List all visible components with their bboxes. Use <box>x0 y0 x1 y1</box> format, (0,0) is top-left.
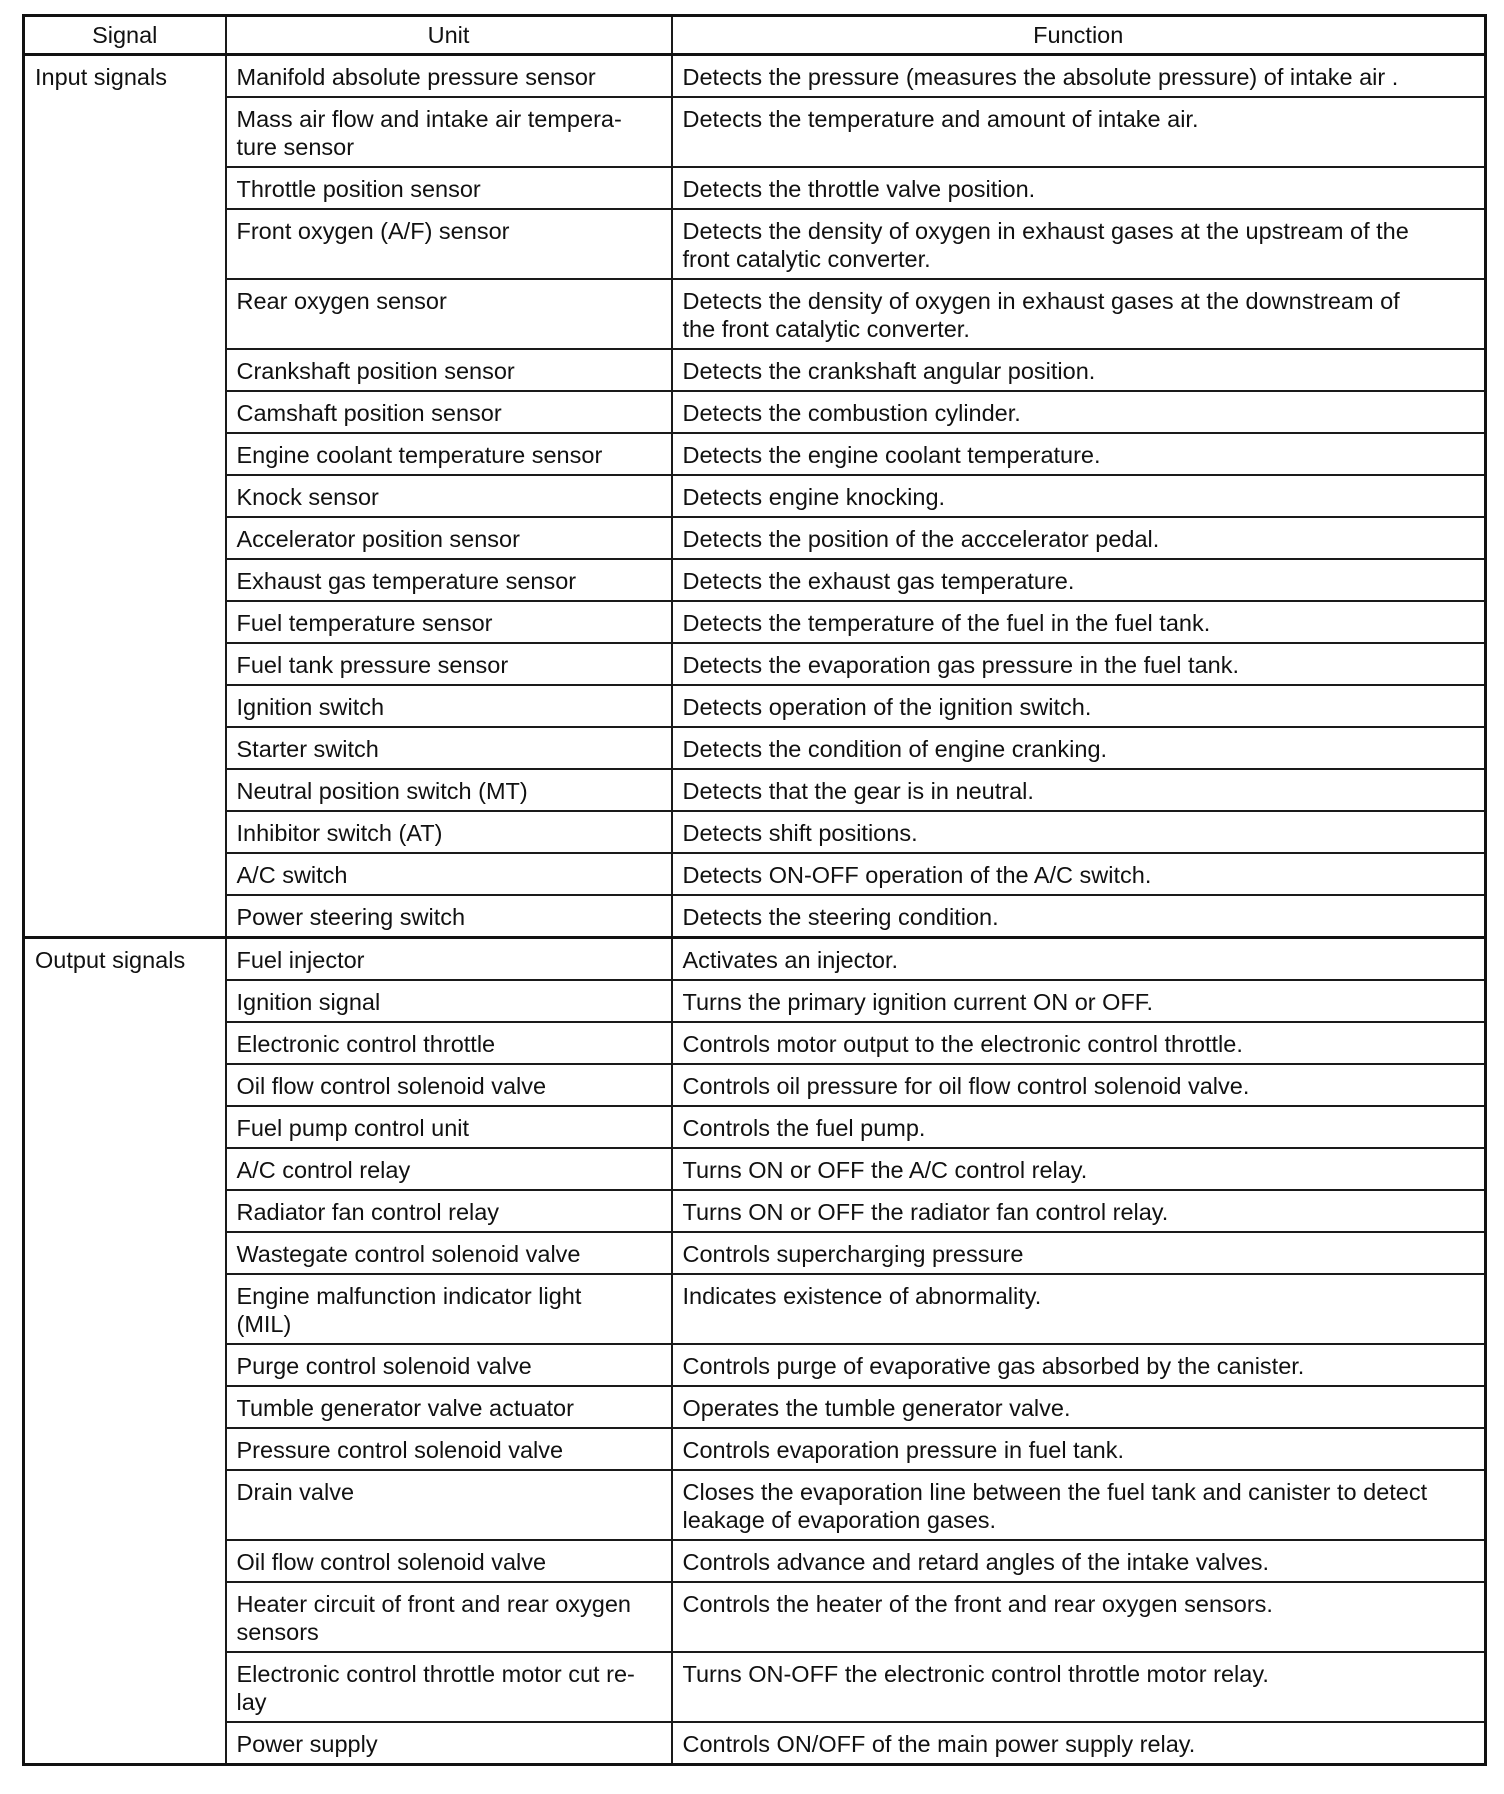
table-row <box>24 895 1486 938</box>
unit-cell: Neutral position switch (MT) <box>226 769 672 811</box>
table-row <box>24 559 1486 601</box>
table-row <box>24 980 1486 1022</box>
function-cell: Controls purge of evaporative gas absorbed by the canister. <box>672 1344 1486 1386</box>
unit-cell: Fuel temperature sensor <box>226 601 672 643</box>
table-row <box>24 1274 1486 1344</box>
function-cell: Controls advance and retard angles of the intake valves. <box>672 1540 1486 1582</box>
function-cell: Turns ON-OFF the electronic control throttle motor relay. <box>672 1652 1486 1722</box>
unit-cell: Knock sensor <box>226 475 672 517</box>
function-cell: Detects the position of the acccelerator pedal. <box>672 517 1486 559</box>
function-cell: Controls ON/OFF of the main power supply relay. <box>672 1722 1486 1765</box>
signal-group-label: Output signals <box>24 938 226 1765</box>
table-body <box>24 55 1486 1765</box>
function-cell: Indicates existence of abnormality. <box>672 1274 1486 1344</box>
function-cell: Detects that the gear is in neutral. <box>672 769 1486 811</box>
function-cell: Turns ON or OFF the radiator fan control relay. <box>672 1190 1486 1232</box>
function-cell: Detects the pressure (measures the absolute pressure) of intake air . <box>672 55 1486 98</box>
unit-cell: Fuel tank pressure sensor <box>226 643 672 685</box>
table-row <box>24 167 1486 209</box>
table-row <box>24 1022 1486 1064</box>
table-row <box>24 1386 1486 1428</box>
function-cell: Detects the density of oxygen in exhaust gases at the downstream of the front catalytic converter. <box>672 279 1486 349</box>
function-cell: Detects engine knocking. <box>672 475 1486 517</box>
function-cell: Controls supercharging pressure <box>672 1232 1486 1274</box>
function-cell: Detects the evaporation gas pressure in the fuel tank. <box>672 643 1486 685</box>
function-cell: Closes the evaporation line between the fuel tank and canister to detect leakage of evaporation gases. <box>672 1470 1486 1540</box>
unit-cell: Radiator fan control relay <box>226 1190 672 1232</box>
table-row <box>24 391 1486 433</box>
function-cell: Detects the condition of engine cranking. <box>672 727 1486 769</box>
unit-cell: Accelerator position sensor <box>226 517 672 559</box>
function-cell: Controls motor output to the electronic control throttle. <box>672 1022 1486 1064</box>
function-cell: Controls the fuel pump. <box>672 1106 1486 1148</box>
function-cell: Detects the exhaust gas temperature. <box>672 559 1486 601</box>
unit-cell: Inhibitor switch (AT) <box>226 811 672 853</box>
unit-cell: Starter switch <box>226 727 672 769</box>
function-cell: Detects the density of oxygen in exhaust gases at the upstream of the front catalytic converter. <box>672 209 1486 279</box>
unit-cell: A/C control relay <box>226 1148 672 1190</box>
unit-cell: Exhaust gas temperature sensor <box>226 559 672 601</box>
unit-cell: Power supply <box>226 1722 672 1765</box>
unit-cell: Tumble generator valve actuator <box>226 1386 672 1428</box>
function-cell: Detects the steering condition. <box>672 895 1486 938</box>
table-row <box>24 938 1486 981</box>
table-row <box>24 727 1486 769</box>
header-function: Function <box>672 16 1486 55</box>
table-row <box>24 769 1486 811</box>
table-row <box>24 1064 1486 1106</box>
function-cell: Detects the temperature of the fuel in the fuel tank. <box>672 601 1486 643</box>
header-unit: Unit <box>226 16 672 55</box>
function-cell: Detects the engine coolant temperature. <box>672 433 1486 475</box>
unit-cell: Pressure control solenoid valve <box>226 1428 672 1470</box>
table-row <box>24 97 1486 167</box>
unit-cell: Electronic control throttle <box>226 1022 672 1064</box>
table-row <box>24 853 1486 895</box>
function-cell: Detects the throttle valve position. <box>672 167 1486 209</box>
function-cell: Controls evaporation pressure in fuel tank. <box>672 1428 1486 1470</box>
table-header-row <box>24 16 1486 55</box>
function-cell: Detects ON-OFF operation of the A/C switch. <box>672 853 1486 895</box>
function-cell: Detects the crankshaft angular position. <box>672 349 1486 391</box>
unit-cell: Ignition signal <box>226 980 672 1022</box>
table-row <box>24 1232 1486 1274</box>
unit-cell: Purge control solenoid valve <box>226 1344 672 1386</box>
table-row <box>24 55 1486 98</box>
unit-cell: Fuel pump control unit <box>226 1106 672 1148</box>
table-row <box>24 1722 1486 1765</box>
function-cell: Controls the heater of the front and rear oxygen sensors. <box>672 1582 1486 1652</box>
table-row <box>24 1190 1486 1232</box>
table-row <box>24 1148 1486 1190</box>
function-cell: Turns ON or OFF the A/C control relay. <box>672 1148 1486 1190</box>
unit-cell: Fuel injector <box>226 938 672 981</box>
unit-cell: Engine malfunction indicator light (MIL) <box>226 1274 672 1344</box>
table-row <box>24 643 1486 685</box>
table-row <box>24 279 1486 349</box>
unit-cell: Crankshaft position sensor <box>226 349 672 391</box>
table-row <box>24 475 1486 517</box>
table-row <box>24 209 1486 279</box>
function-cell: Detects operation of the ignition switch. <box>672 685 1486 727</box>
table-row <box>24 433 1486 475</box>
header-signal: Signal <box>24 16 226 55</box>
signal-table <box>22 14 1487 1766</box>
function-cell: Controls oil pressure for oil flow control solenoid valve. <box>672 1064 1486 1106</box>
table-row <box>24 1428 1486 1470</box>
table-row <box>24 1106 1486 1148</box>
unit-cell: A/C switch <box>226 853 672 895</box>
unit-cell: Drain valve <box>226 1470 672 1540</box>
unit-cell: Wastegate control solenoid valve <box>226 1232 672 1274</box>
unit-cell: Rear oxygen sensor <box>226 279 672 349</box>
function-cell: Detects the combustion cylinder. <box>672 391 1486 433</box>
unit-cell: Manifold absolute pressure sensor <box>226 55 672 98</box>
document-page <box>22 14 1484 1766</box>
unit-cell: Front oxygen (A/F) sensor <box>226 209 672 279</box>
table-row <box>24 1344 1486 1386</box>
function-cell: Activates an injector. <box>672 938 1486 981</box>
table-row <box>24 1540 1486 1582</box>
unit-cell: Camshaft position sensor <box>226 391 672 433</box>
table-row <box>24 685 1486 727</box>
unit-cell: Oil flow control solenoid valve <box>226 1064 672 1106</box>
unit-cell: Heater circuit of front and rear oxygen sensors <box>226 1582 672 1652</box>
table-row <box>24 349 1486 391</box>
table-row <box>24 1582 1486 1652</box>
unit-cell: Mass air flow and intake air tempera- ture sensor <box>226 97 672 167</box>
function-cell: Detects shift positions. <box>672 811 1486 853</box>
function-cell: Detects the temperature and amount of intake air. <box>672 97 1486 167</box>
table-row <box>24 1652 1486 1722</box>
unit-cell: Throttle position sensor <box>226 167 672 209</box>
unit-cell: Ignition switch <box>226 685 672 727</box>
table-row <box>24 811 1486 853</box>
table-row <box>24 1470 1486 1540</box>
function-cell: Turns the primary ignition current ON or OFF. <box>672 980 1486 1022</box>
signal-group-label: Input signals <box>24 55 226 938</box>
unit-cell: Oil flow control solenoid valve <box>226 1540 672 1582</box>
table-row <box>24 601 1486 643</box>
table-row <box>24 517 1486 559</box>
function-cell: Operates the tumble generator valve. <box>672 1386 1486 1428</box>
unit-cell: Power steering switch <box>226 895 672 938</box>
unit-cell: Engine coolant temperature sensor <box>226 433 672 475</box>
unit-cell: Electronic control throttle motor cut re- lay <box>226 1652 672 1722</box>
